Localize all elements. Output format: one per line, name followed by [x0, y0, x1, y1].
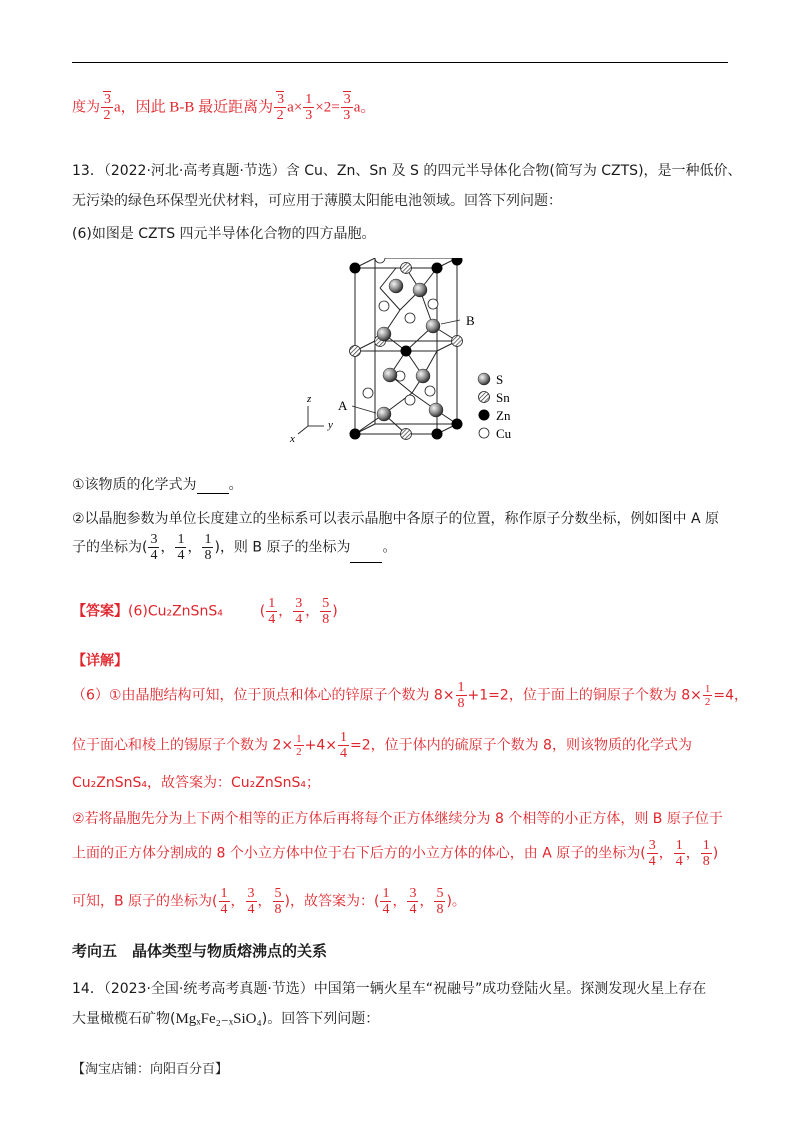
fraction: $\frac{3}{2}$: [101, 92, 113, 123]
fraction: $\frac{3}{2}$: [274, 92, 286, 123]
legend: [478, 372, 512, 441]
legend-s-icon: [478, 373, 490, 385]
formula: MgₓFe₂₋ₓSiO₄: [175, 1011, 262, 1027]
q13-line1: 13．（2022·河北·高考真题·节选）含 Cu、Zn、Sn 及 S 的四元半导体化合物(简写为 CZTS)，是一种低价、: [72, 163, 742, 179]
axis-x: x: [290, 433, 295, 445]
svg-text:Zn: Zn: [496, 408, 511, 423]
answer-blank[interactable]: [350, 548, 382, 563]
detail-line3: Cu₂ZnSnS₄，故答案为：Cu₂ZnSnS₄；: [72, 775, 320, 791]
carryover-line: 度为 $\frac{3}{2}$ a，因此 B-B 最近距离为 $\frac{3}{2}$ a× $\frac{1}{3}$ ×2= $\frac{3}{3}$ a。: [72, 92, 376, 123]
footer-shop: 【淘宝店铺：向阳百分百】: [72, 1062, 229, 1077]
q13-part6: (6)如图是 CZTS 四元半导体化合物的四方晶胞。: [72, 226, 376, 242]
label-B: B: [466, 313, 475, 328]
detail-line2: 位于面心和棱上的锡原子个数为 2× $\frac{1}{2}$ +4× $\frac{1}{4}$ =2，位于体内的硫原子个数为 8，则该物质的化学式为: [72, 730, 692, 761]
fraction: $\frac{1}{3}$: [305, 92, 313, 123]
q13-sub2-line2: 子的坐标为( $\frac{3}{4}$ ， $\frac{1}{4}$ ， $\frac{1}{8}$ )，则 B 原子的坐标为 。: [72, 532, 397, 563]
q13-line2: 无污染的绿色环保型光伏材料，可应用于薄膜太阳能电池领域。回答下列问题：: [72, 193, 562, 209]
answer-line: 【答案】(6)Cu₂ZnSnS₄ ( $\frac{1}{4}$ ， $\frac{3}{4}$ ， $\frac{5}{8}$ ): [72, 596, 338, 627]
text: 度为: [72, 99, 100, 116]
detail-line6: 可知，B 原子的坐标为( $\frac{1}{4}$ ， $\frac{3}{4}$ ， $\frac{5}{8}$ )，故答案为：( $\frac{1}{4}$ ， $\frac{3}{4}$ ， $\frac{5}{8}$ )。: [72, 886, 466, 917]
detail-line4: ②若将晶胞先分为上下两个相等的正方体后再将每个正方体继续分为 8 个相等的小正方体，则 B 原子位于: [72, 811, 723, 827]
detail-line1: （6）①由晶胞结构可知，位于顶点和体心的锌原子个数为 8× $\frac{1}{8}$ +1=2，位于面上的铜原子个数为 8× $\frac{1}{2}$ =4，: [72, 680, 749, 711]
header-rule: [72, 62, 728, 63]
axis-y: y: [328, 419, 333, 431]
q13-sub1: ①该物质的化学式为 。: [72, 477, 243, 493]
fraction: $\frac{3}{3}$: [341, 92, 353, 123]
svg-text:S: S: [496, 372, 504, 387]
section-heading: 考向五 晶体类型与物质熔沸点的关系: [72, 942, 328, 960]
axis-z: z: [307, 393, 312, 405]
legend-zn-icon: [479, 410, 490, 421]
answer-blank[interactable]: [197, 479, 229, 494]
label-A: A: [338, 398, 348, 413]
detail-label: 【详解】: [72, 653, 128, 669]
q13-sub2-line1: ②以晶胞参数为单位长度建立的坐标系可以表示晶胞中各原子的位置，称作原子分数坐标，例如图中 A 原: [72, 511, 720, 527]
svg-text:Cu: Cu: [496, 426, 512, 441]
axes-icon: [298, 406, 324, 434]
text: a，因此 B-B 最近距离为: [114, 99, 274, 116]
detail-line5: 上面的正方体分割成的 8 个小立方体中位于右下后方的小立方体的体心，由 A 原子的坐标为( $\frac{3}{4}$ ， $\frac{1}{4}$ ， $\frac{1}{8}$ ): [72, 838, 719, 869]
svg-text:Sn: Sn: [496, 390, 510, 405]
q14-line1: 14．（2023·全国·统考高考真题·节选）中国第一辆火星车“祝融号”成功登陆火星。探测发现火星上存在: [72, 981, 707, 997]
q14-line2: 大量橄榄石矿物(MgₓFe₂₋ₓSiO₄)。回答下列问题：: [72, 1011, 380, 1027]
legend-cu-icon: [479, 428, 489, 438]
crystal-cell-figure: [280, 258, 540, 448]
legend-sn-icon: [479, 392, 490, 403]
zn-atoms: [350, 258, 463, 440]
